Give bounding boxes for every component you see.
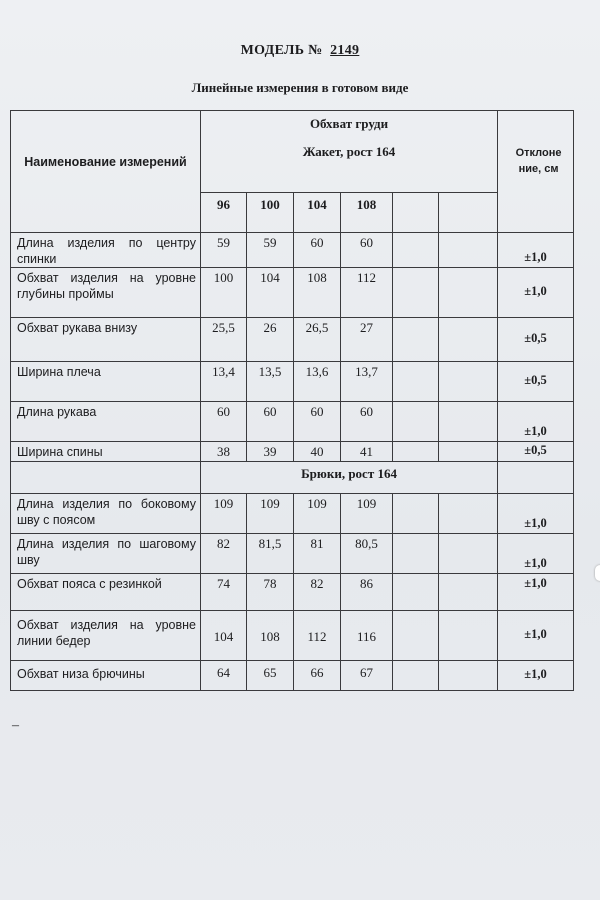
measurements-table: [10, 110, 574, 691]
empty-cell: [439, 442, 498, 462]
table-row: [11, 402, 574, 442]
empty-cell: [439, 494, 498, 534]
table-row: [11, 574, 574, 611]
row-tolerance: ±1,0: [498, 233, 574, 268]
page-subtitle: Линейные измерения в готовом виде: [191, 80, 409, 95]
table-row: [11, 661, 574, 691]
row-value: 38: [201, 442, 247, 462]
row-name: Длина рукава: [11, 402, 201, 442]
row-value: 66: [294, 661, 341, 691]
row-value: 82: [201, 534, 247, 574]
row-name: Обхват низа брючины: [11, 661, 201, 691]
section-row: [11, 462, 574, 494]
table-row: [11, 233, 574, 268]
row-value: 60: [341, 233, 393, 268]
page-title: [0, 43, 600, 59]
row-value: 81: [294, 534, 341, 574]
header-row: [11, 111, 574, 193]
row-value: 86: [341, 574, 393, 611]
row-value: 104: [247, 268, 294, 318]
row-tolerance: ±0,5: [498, 442, 574, 462]
table-row: [11, 494, 574, 534]
row-value: 104: [201, 611, 247, 661]
row-value: 74: [201, 574, 247, 611]
size-104: 104: [294, 193, 341, 233]
empty-cell: [11, 462, 201, 494]
row-value: 78: [247, 574, 294, 611]
empty-cell: [498, 462, 574, 494]
empty-cell: [393, 574, 439, 611]
empty-cell: [393, 494, 439, 534]
row-value: 65: [247, 661, 294, 691]
empty-cell: [439, 402, 498, 442]
row-value: 60: [294, 233, 341, 268]
empty-cell: [393, 233, 439, 268]
size-108: 108: [341, 193, 393, 233]
row-value: 27: [341, 318, 393, 362]
empty-cell: [439, 362, 498, 402]
row-value: 109: [201, 494, 247, 534]
empty-cell: [393, 268, 439, 318]
row-name: Длина изделия по центру спинки: [11, 233, 201, 268]
table-row: [11, 318, 574, 362]
row-value: 112: [341, 268, 393, 318]
empty-cell: [393, 534, 439, 574]
header-group-title: Обхват груди: [309, 116, 389, 131]
row-value: 60: [201, 402, 247, 442]
row-name: Обхват изделия на уровне линии бедер: [11, 611, 201, 661]
row-name: Обхват изделия на уровне глубины проймы: [11, 268, 201, 318]
empty-cell: [393, 318, 439, 362]
row-value: 108: [247, 611, 294, 661]
empty-cell: [439, 318, 498, 362]
row-value: 112: [294, 611, 341, 661]
row-name: Обхват рукава внизу: [11, 318, 201, 362]
empty-cell: [439, 574, 498, 611]
row-value: 60: [294, 402, 341, 442]
footer-mark: –: [12, 718, 19, 733]
row-value: 13,6: [294, 362, 341, 402]
table-row: [11, 534, 574, 574]
row-value: 64: [201, 661, 247, 691]
empty-cell: [393, 362, 439, 402]
row-value: 39: [247, 442, 294, 462]
row-value: 80,5: [341, 534, 393, 574]
row-value: 82: [294, 574, 341, 611]
empty-cell: [439, 611, 498, 661]
empty-cell: [393, 193, 439, 233]
row-value: 116: [341, 611, 393, 661]
row-value: 59: [247, 233, 294, 268]
header-name-col: Наименование измерений: [11, 111, 201, 233]
row-value: 13,4: [201, 362, 247, 402]
header-group: [201, 111, 498, 193]
empty-cell: [393, 661, 439, 691]
empty-cell: [439, 268, 498, 318]
empty-cell: [439, 233, 498, 268]
empty-cell: [439, 193, 498, 233]
empty-cell: [393, 442, 439, 462]
row-value: 109: [294, 494, 341, 534]
row-tolerance: ±0,5: [498, 318, 574, 362]
row-value: 100: [201, 268, 247, 318]
row-name: Длина изделия по боковому шву с поясом: [11, 494, 201, 534]
row-tolerance: ±1,0: [498, 574, 574, 611]
paper-hole: [595, 565, 600, 581]
empty-cell: [439, 661, 498, 691]
row-tolerance: ±1,0: [498, 661, 574, 691]
table-row: [11, 362, 574, 402]
title-prefix: МОДЕЛЬ №: [240, 43, 323, 58]
row-value: 41: [341, 442, 393, 462]
row-name: Обхват пояса с резинкой: [11, 574, 201, 611]
table-row: [11, 442, 574, 462]
row-tolerance: ±1,0: [498, 402, 574, 442]
empty-cell: [439, 534, 498, 574]
trousers-section-title: Брюки, рост 164: [201, 462, 498, 494]
empty-cell: [393, 611, 439, 661]
table-row: [11, 611, 574, 661]
row-tolerance: ±1,0: [498, 494, 574, 534]
row-value: 26: [247, 318, 294, 362]
header-group-subtitle: Жакет, рост 164: [302, 144, 396, 159]
row-value: 81,5: [247, 534, 294, 574]
row-tolerance: ±1,0: [498, 611, 574, 661]
row-value: 25,5: [201, 318, 247, 362]
row-value: 109: [247, 494, 294, 534]
size-100: 100: [247, 193, 294, 233]
row-value: 59: [201, 233, 247, 268]
row-value: 26,5: [294, 318, 341, 362]
row-value: 40: [294, 442, 341, 462]
row-value: 13,7: [341, 362, 393, 402]
row-name: Ширина спины: [11, 442, 201, 462]
row-value: 13,5: [247, 362, 294, 402]
row-value: 60: [341, 402, 393, 442]
table-row: [11, 268, 574, 318]
row-tolerance: ±0,5: [498, 362, 574, 402]
header-deviation: Отклоне ние, см: [498, 111, 574, 233]
size-96: 96: [201, 193, 247, 233]
row-value: 109: [341, 494, 393, 534]
row-name: Ширина плеча: [11, 362, 201, 402]
row-value: 108: [294, 268, 341, 318]
row-value: 67: [341, 661, 393, 691]
row-name: Длина изделия по шаговому шву: [11, 534, 201, 574]
model-number: 2149: [330, 43, 360, 58]
row-value: 60: [247, 402, 294, 442]
row-tolerance: ±1,0: [498, 268, 574, 318]
empty-cell: [393, 402, 439, 442]
row-tolerance: ±1,0: [498, 534, 574, 574]
